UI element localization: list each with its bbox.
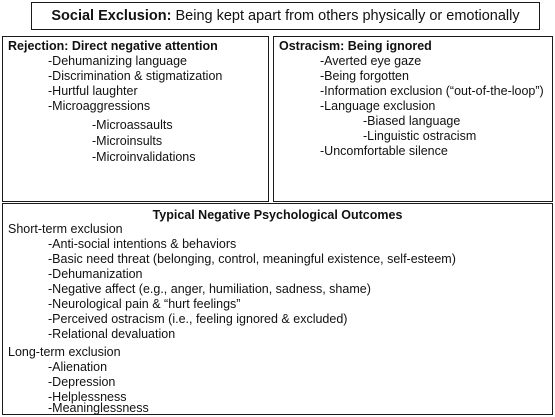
ostracism-item: -Information exclusion (“out-of-the-loop”): [320, 84, 544, 98]
rejection-box: [2, 36, 269, 202]
ostracism-subitem: -Linguistic ostracism: [363, 129, 477, 143]
rejection-subitem: -Microinvalidations: [92, 150, 196, 164]
long-term-item: -Helplessness: [48, 390, 127, 404]
title-box: [31, 2, 540, 30]
short-term-item: -Neurological pain & “hurt feelings”: [48, 297, 241, 311]
ostracism-subitem: -Biased language: [363, 114, 461, 128]
short-term-item: -Relational devaluation: [48, 327, 176, 341]
long-term-item: -Alienation: [48, 360, 108, 374]
long-term-item: -Depression: [48, 375, 116, 389]
short-term-item: -Negative affect (e.g., anger, humiliation, sadness, shame): [48, 282, 371, 296]
ostracism-item: -Language exclusion: [320, 99, 436, 113]
outcomes-box: [2, 203, 553, 415]
rejection-item: -Discrimination & stigmatization: [48, 69, 223, 83]
short-term-item: -Dehumanization: [48, 267, 143, 281]
rejection-item: -Dehumanizing language: [48, 54, 187, 68]
rejection-subitem: -Microinsults: [92, 134, 163, 148]
short-term-item: -Basic need threat (belonging, control, meaningful existence, self-esteem): [48, 252, 456, 266]
ostracism-box: [273, 36, 553, 202]
ostracism-heading: Ostracism: Being ignored: [279, 39, 432, 53]
rejection-item: -Hurtful laughter: [48, 84, 138, 98]
ostracism-item: -Uncomfortable silence: [320, 144, 448, 158]
long-term-item: -Meaninglessness: [48, 401, 149, 415]
short-term-label: Short-term exclusion: [8, 222, 123, 236]
title-text: Being kept apart from others physically or emotionally: [171, 8, 520, 24]
outcomes-heading: Typical Negative Psychological Outcomes: [152, 208, 403, 222]
short-term-item: -Anti-social intentions & behaviors: [48, 237, 237, 251]
rejection-heading: Rejection: Direct negative attention: [8, 39, 218, 53]
ostracism-item: -Averted eye gaze: [320, 54, 422, 68]
ostracism-item: -Being forgotten: [320, 69, 409, 83]
short-term-item: -Perceived ostracism (i.e., feeling ignored & excluded): [48, 312, 348, 326]
rejection-item: -Microaggressions: [48, 99, 151, 113]
long-term-label: Long-term exclusion: [8, 345, 121, 359]
rejection-subitem: -Microassaults: [92, 118, 173, 132]
title-lead: Social Exclusion:: [51, 8, 172, 24]
